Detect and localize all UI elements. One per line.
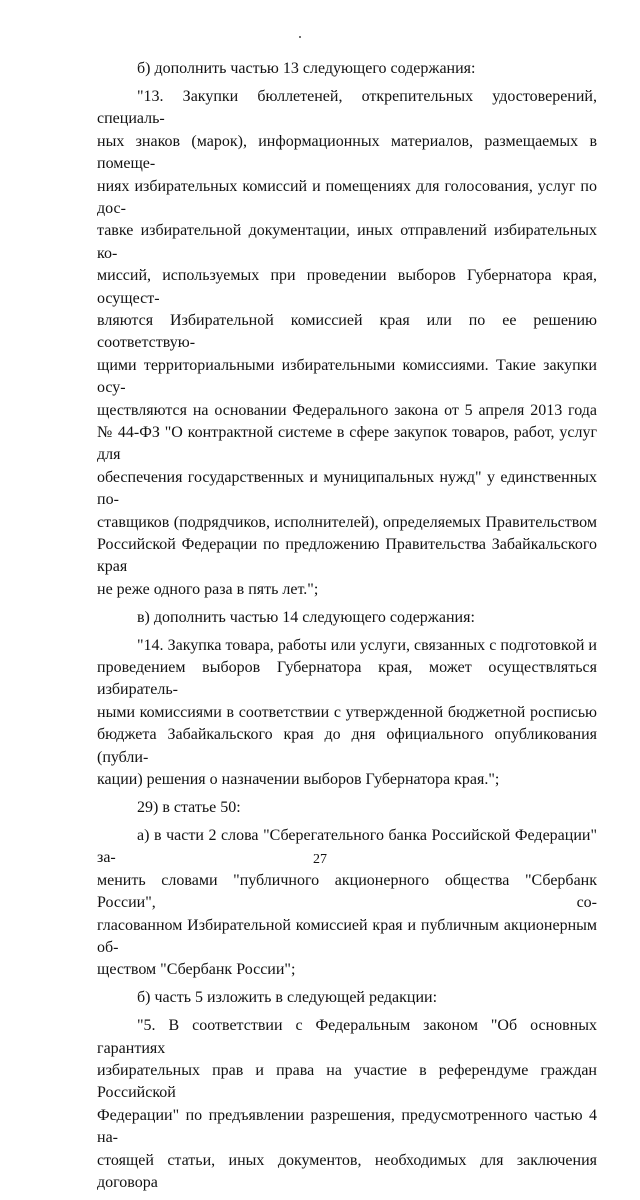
text-line: бюджета Забайкальского края до дня официального опубликования (публи- <box>97 726 597 766</box>
text-line: "14. Закупка товара, работы или услуги, связанных с подготовкой и <box>137 636 597 654</box>
scan-speck <box>299 36 301 38</box>
paragraph-b-intro <box>97 58 597 80</box>
text-line: "13. Закупки бюллетеней, открепительных удостоверений, специаль- <box>97 87 597 128</box>
paragraph-part-13 <box>97 86 597 601</box>
text-line: миссий, используемых при проведении выборов Губернатора края, осущест- <box>97 267 597 307</box>
text-line: тавке избирательной документации, иных отправлений избирательных ко- <box>97 222 597 262</box>
text-line: ниях избирательных комиссий и помещениях для голосования, услуг по дос- <box>97 177 597 217</box>
text-line: б) часть 5 изложить в следующей редакции: <box>137 989 438 1007</box>
text-line: ных знаков (марок), информационных материалов, размещаемых в помеще- <box>97 132 597 173</box>
text-line: ществом "Сбербанк России"; <box>97 961 296 979</box>
text-line: Российской Федерации по предложению Правительства Забайкальского края <box>97 536 597 576</box>
document-body <box>97 58 597 1200</box>
text-line: а) в части 2 слова "Сберегательного банка Российской Федерации" за- <box>97 826 597 867</box>
text-line: стоящей статьи, иных документов, необходимых для заключения договора <box>97 1151 597 1191</box>
text-line: ными комиссиями в соответствии с утвержденной бюджетной росписью <box>97 703 597 721</box>
text-line: 29) в статье 50: <box>137 799 241 816</box>
text-line: в) дополнить частью 14 следующего содержания: <box>137 608 475 626</box>
page-number: 27 <box>313 852 327 867</box>
text-line: б) дополнить частью 13 следующего содержания: <box>137 60 476 77</box>
text-line: проведением выборов Губернатора края, может осуществляться избиратель- <box>97 659 597 699</box>
text-line: гласованном Избирательной комиссией края и публичным акционерным об- <box>97 916 597 956</box>
text-line: вляются Избирательной комиссией края или по ее решению соответствую- <box>97 311 597 352</box>
text-line: кации) решения о назначении выборов Губернатора края."; <box>97 771 500 789</box>
text-line: "5. В соответствии с Федеральным законом "Об основных гарантиях <box>97 1017 597 1057</box>
text-line: менить словами "публичного акционерного общества "Сбербанк России", со- <box>97 871 597 912</box>
text-line: Федерации" по предъявлении разрешения, предусмотренного частью 4 на- <box>97 1106 597 1147</box>
text-line: ществляются на основании Федерального закона от 5 апреля 2013 года <box>97 401 597 419</box>
paragraph-v-intro <box>97 607 597 629</box>
text-line: обеспечения государственных и муниципальных нужд" у единственных по- <box>97 468 597 509</box>
paragraph-b-part-5 <box>97 987 597 1009</box>
paragraph-a-part-2 <box>97 825 597 982</box>
text-line: щими территориальными избирательными комиссиями. Такие закупки осу- <box>97 356 597 397</box>
paragraph-item-29 <box>97 797 597 819</box>
paragraph-part-14 <box>97 635 597 792</box>
text-line: избирательных прав и права на участие в референдуме граждан Российской <box>97 1061 597 1102</box>
paragraph-part-5 <box>97 1015 597 1194</box>
text-line: ставщиков (подрядчиков, исполнителей), определяемых Правительством <box>97 513 597 531</box>
text-line: № 44-ФЗ "О контрактной системе в сфере закупок товаров, работ, услуг для <box>97 424 597 464</box>
text-line: не реже одного раза в пять лет."; <box>97 580 319 598</box>
